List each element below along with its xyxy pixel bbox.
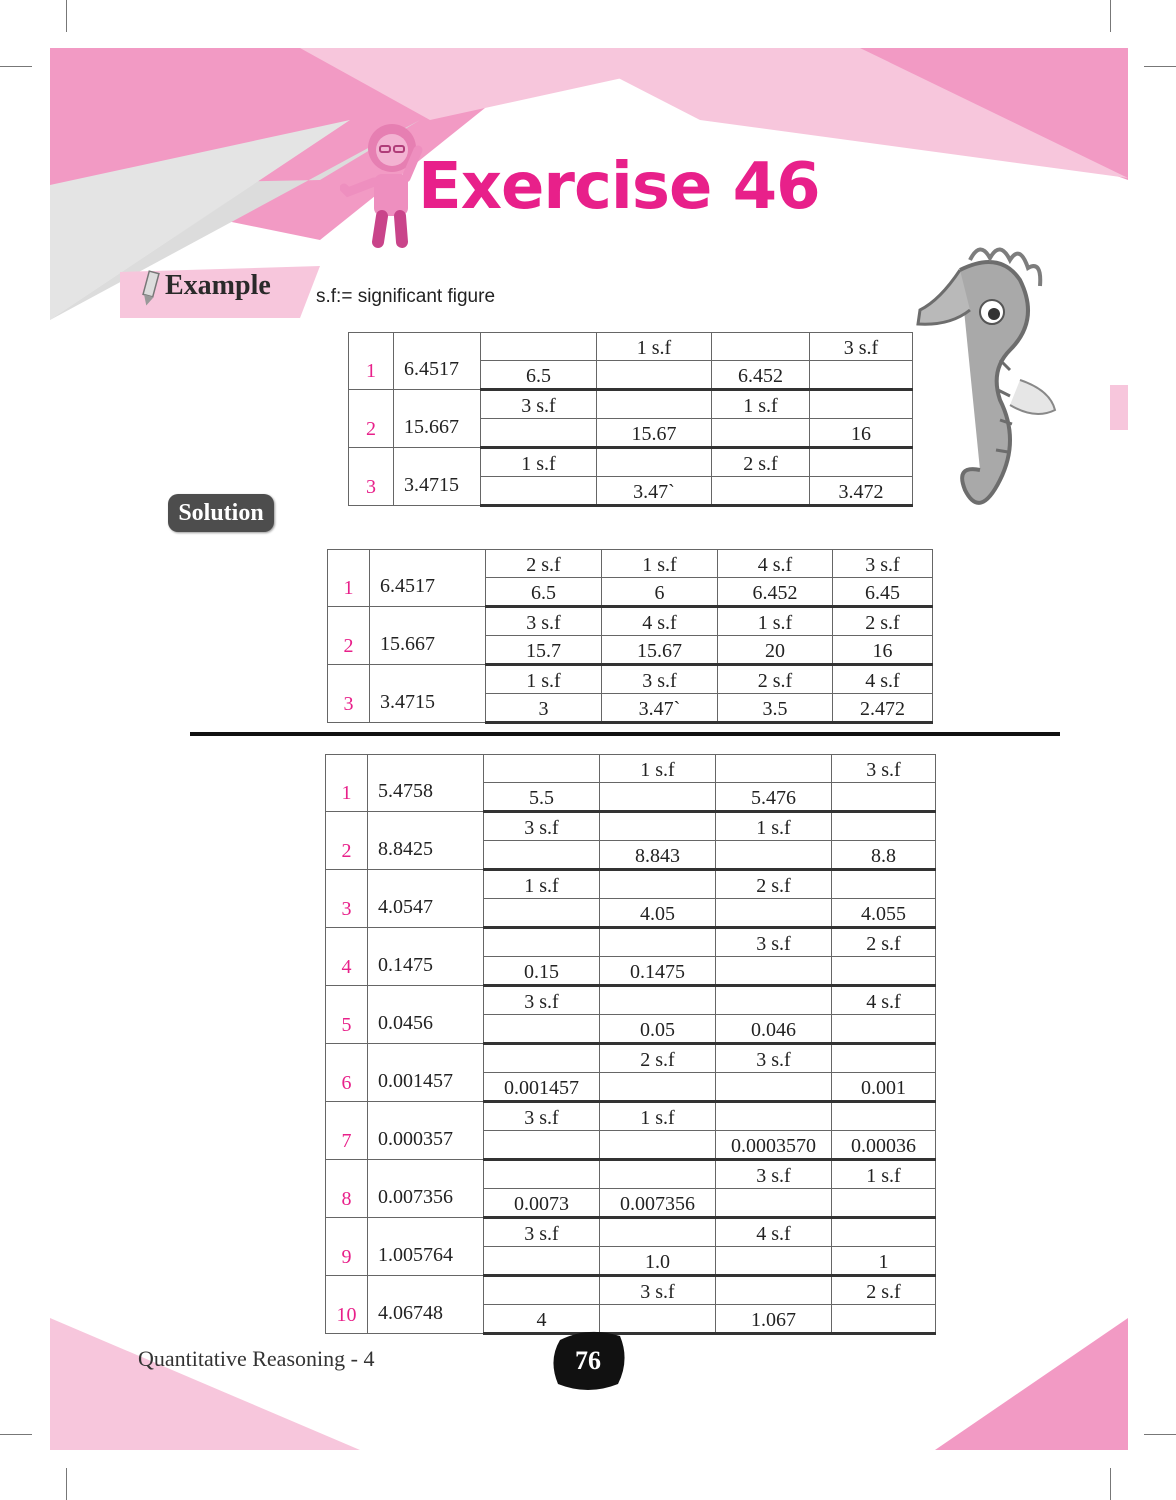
rounded-value-cell: 3.472 — [810, 477, 913, 506]
rounded-value-cell: 3.5 — [718, 694, 833, 723]
given-number: 15.667 — [394, 390, 481, 448]
rounded-value-cell: 4.055 — [832, 899, 936, 928]
row-index: 3 — [328, 665, 370, 723]
row-index: 2 — [328, 607, 370, 665]
rounded-value-cell: 2.472 — [833, 694, 933, 723]
rounded-value-cell: 0.00036 — [832, 1131, 936, 1160]
rounded-value-cell: 6 — [602, 578, 718, 607]
section-divider — [190, 732, 1060, 736]
rounded-value-cell — [481, 477, 597, 506]
sf-label-cell: 1 s.f — [600, 1102, 716, 1131]
rounded-value-cell: 4.05 — [600, 899, 716, 928]
table-row — [328, 607, 933, 636]
row-index: 1 — [326, 755, 368, 812]
crop-mark — [1144, 1434, 1176, 1435]
rounded-value-cell: 6.5 — [486, 578, 602, 607]
sf-label-cell: 2 s.f — [712, 448, 810, 477]
sf-label-cell: 2 s.f — [486, 550, 602, 578]
rounded-value-cell: 5.5 — [484, 783, 600, 812]
crop-mark — [1144, 66, 1176, 67]
rounded-value-cell: 0.0073 — [484, 1189, 600, 1218]
sf-label-cell — [484, 1160, 600, 1189]
rounded-value-cell: 3.47` — [602, 694, 718, 723]
sf-label-cell — [597, 390, 712, 419]
rounded-value-cell: 0.001457 — [484, 1073, 600, 1102]
rounded-value-cell: 0.007356 — [600, 1189, 716, 1218]
given-number: 3.4715 — [370, 665, 486, 723]
sf-label-cell: 1 s.f — [600, 755, 716, 783]
rounded-value-cell: 8.843 — [600, 841, 716, 870]
sf-label-cell: 4 s.f — [716, 1218, 832, 1247]
sf-label-cell: 1 s.f — [602, 550, 718, 578]
sf-label-cell: 2 s.f — [600, 1044, 716, 1073]
sf-label-cell: 3 s.f — [602, 665, 718, 694]
significant-figure-definition: s.f:= significant figure — [316, 286, 496, 307]
page-number-text: 76 — [575, 1346, 601, 1375]
rounded-value-cell: 8.8 — [832, 841, 936, 870]
sf-label-cell — [600, 1160, 716, 1189]
rounded-value-cell: 1.067 — [716, 1305, 832, 1334]
sf-label-cell — [716, 755, 832, 783]
book-title: Quantitative Reasoning - 4 — [138, 1346, 375, 1371]
pencil-icon — [140, 268, 162, 308]
sf-label-cell: 4 s.f — [833, 665, 933, 694]
table-row — [326, 812, 936, 841]
rounded-value-cell — [712, 419, 810, 448]
sf-label-cell: 3 s.f — [484, 1102, 600, 1131]
sf-label-cell: 3 s.f — [833, 550, 933, 578]
sf-label-cell: 1 s.f — [832, 1160, 936, 1189]
sf-label-cell — [716, 1276, 832, 1305]
row-index: 6 — [326, 1044, 368, 1102]
rounded-value-cell — [716, 841, 832, 870]
given-number: 5.4758 — [368, 755, 484, 812]
example-heading: Example — [165, 270, 271, 301]
row-index: 10 — [326, 1276, 368, 1334]
sf-label-cell — [832, 870, 936, 899]
sf-label-cell — [810, 390, 913, 419]
sf-label-cell — [716, 986, 832, 1015]
rounded-value-cell: 16 — [833, 636, 933, 665]
sf-label-cell: 3 s.f — [486, 607, 602, 636]
solution-table — [327, 549, 933, 724]
sf-label-cell — [600, 986, 716, 1015]
rounded-value-cell: 15.7 — [486, 636, 602, 665]
page-number — [548, 1330, 628, 1392]
sf-label-cell — [832, 812, 936, 841]
table-row — [326, 1102, 936, 1131]
table-row — [326, 1276, 936, 1305]
table-row — [326, 1218, 936, 1247]
table-row — [349, 333, 913, 361]
sf-label-cell — [832, 1218, 936, 1247]
given-number: 4.06748 — [368, 1276, 484, 1334]
sf-label-cell: 3 s.f — [481, 390, 597, 419]
rounded-value-cell: 0.001 — [832, 1073, 936, 1102]
rounded-value-cell — [484, 1131, 600, 1160]
table-row — [326, 1160, 936, 1189]
given-number: 4.0547 — [368, 870, 484, 928]
sf-label-cell: 3 s.f — [600, 1276, 716, 1305]
rounded-value-cell — [484, 841, 600, 870]
given-number: 0.001457 — [368, 1044, 484, 1102]
sf-label-cell — [600, 1218, 716, 1247]
sf-label-cell: 4 s.f — [602, 607, 718, 636]
rounded-value-cell: 4 — [484, 1305, 600, 1334]
crop-mark — [66, 1468, 67, 1500]
given-number: 3.4715 — [394, 448, 481, 506]
rounded-value-cell — [484, 1015, 600, 1044]
sf-label-cell: 2 s.f — [718, 665, 833, 694]
sf-label-cell: 3 s.f — [484, 812, 600, 841]
rounded-value-cell: 5.476 — [716, 783, 832, 812]
rounded-value-cell — [481, 419, 597, 448]
sf-label-cell: 1 s.f — [481, 448, 597, 477]
sf-label-cell — [832, 1102, 936, 1131]
rounded-value-cell — [832, 957, 936, 986]
rounded-value-cell — [600, 1131, 716, 1160]
sf-label-cell — [600, 812, 716, 841]
rounded-value-cell: 1.0 — [600, 1247, 716, 1276]
row-index: 2 — [349, 390, 394, 448]
sf-label-cell — [481, 333, 597, 361]
rounded-value-cell — [832, 783, 936, 812]
rounded-value-cell — [832, 1305, 936, 1334]
rounded-value-cell — [716, 957, 832, 986]
sf-label-cell: 4 s.f — [718, 550, 833, 578]
sf-label-cell — [600, 928, 716, 957]
seahorse-illustration — [910, 240, 1060, 540]
given-number: 0.007356 — [368, 1160, 484, 1218]
crop-mark — [1110, 1468, 1111, 1500]
rounded-value-cell — [832, 1015, 936, 1044]
sf-label-cell — [597, 448, 712, 477]
rounded-value-cell — [712, 477, 810, 506]
sf-label-cell — [712, 333, 810, 361]
rounded-value-cell — [484, 1247, 600, 1276]
rounded-value-cell: 0.05 — [600, 1015, 716, 1044]
sf-label-cell: 1 s.f — [484, 870, 600, 899]
exercise-table — [325, 754, 936, 1335]
sf-label-cell — [810, 448, 913, 477]
given-number: 0.1475 — [368, 928, 484, 986]
sf-label-cell: 4 s.f — [832, 986, 936, 1015]
row-index: 7 — [326, 1102, 368, 1160]
given-number: 8.8425 — [368, 812, 484, 870]
sf-label-cell — [832, 1044, 936, 1073]
sf-label-cell: 1 s.f — [718, 607, 833, 636]
sf-label-cell — [484, 928, 600, 957]
rounded-value-cell — [716, 1247, 832, 1276]
rounded-value-cell — [810, 361, 913, 390]
rounded-value-cell — [716, 899, 832, 928]
example-table — [348, 332, 913, 507]
sf-label-cell — [484, 1044, 600, 1073]
sf-label-cell: 2 s.f — [716, 870, 832, 899]
row-index: 1 — [349, 333, 394, 390]
given-number: 1.005764 — [368, 1218, 484, 1276]
table-row — [349, 448, 913, 477]
girl-mascot-illustration — [340, 120, 430, 250]
sf-label-cell: 3 s.f — [810, 333, 913, 361]
given-number: 6.4517 — [370, 550, 486, 607]
row-index: 5 — [326, 986, 368, 1044]
rounded-value-cell: 6.452 — [712, 361, 810, 390]
sf-label-cell: 2 s.f — [832, 1276, 936, 1305]
rounded-value-cell: 16 — [810, 419, 913, 448]
table-row — [328, 665, 933, 694]
rounded-value-cell: 3.47` — [597, 477, 712, 506]
rounded-value-cell: 0.1475 — [600, 957, 716, 986]
sf-label-cell: 1 s.f — [716, 812, 832, 841]
crop-mark — [1110, 0, 1111, 32]
sf-label-cell — [484, 755, 600, 783]
page-title: Exercise 46 — [418, 150, 820, 224]
rounded-value-cell — [600, 1073, 716, 1102]
rounded-value-cell: 15.67 — [602, 636, 718, 665]
row-index: 9 — [326, 1218, 368, 1276]
row-index: 1 — [328, 550, 370, 607]
sf-label-cell: 3 s.f — [484, 986, 600, 1015]
sf-label-cell: 1 s.f — [486, 665, 602, 694]
table-row — [326, 986, 936, 1015]
sf-label-cell: 1 s.f — [712, 390, 810, 419]
given-number: 6.4517 — [394, 333, 481, 390]
table-row — [349, 390, 913, 419]
rounded-value-cell: 0.046 — [716, 1015, 832, 1044]
rounded-value-cell: 15.67 — [597, 419, 712, 448]
crop-mark — [0, 66, 32, 67]
rounded-value-cell: 0.0003570 — [716, 1131, 832, 1160]
table-row — [326, 928, 936, 957]
table-row — [326, 755, 936, 783]
rounded-value-cell — [484, 899, 600, 928]
rounded-value-cell: 20 — [718, 636, 833, 665]
rounded-value-cell — [716, 1189, 832, 1218]
sf-label-cell: 3 s.f — [716, 1044, 832, 1073]
given-number: 15.667 — [370, 607, 486, 665]
given-number: 0.0456 — [368, 986, 484, 1044]
rounded-value-cell: 6.45 — [833, 578, 933, 607]
row-index: 8 — [326, 1160, 368, 1218]
solution-heading: Solution — [168, 494, 274, 532]
sf-label-cell — [716, 1102, 832, 1131]
row-index: 3 — [326, 870, 368, 928]
table-row — [326, 1044, 936, 1073]
rounded-value-cell — [832, 1189, 936, 1218]
sf-label-cell: 1 s.f — [597, 333, 712, 361]
crop-mark — [66, 0, 67, 32]
sf-label-cell — [600, 870, 716, 899]
rounded-value-cell — [597, 361, 712, 390]
given-number: 0.000357 — [368, 1102, 484, 1160]
rounded-value-cell — [716, 1073, 832, 1102]
rounded-value-cell: 0.15 — [484, 957, 600, 986]
row-index: 3 — [349, 448, 394, 506]
sf-label-cell: 2 s.f — [833, 607, 933, 636]
rounded-value-cell — [600, 783, 716, 812]
sf-label-cell: 3 s.f — [716, 1160, 832, 1189]
table-row — [328, 550, 933, 578]
row-index: 2 — [326, 812, 368, 870]
crop-mark — [0, 1434, 32, 1435]
rounded-value-cell: 6.5 — [481, 361, 597, 390]
sf-label-cell: 2 s.f — [832, 928, 936, 957]
table-row — [326, 870, 936, 899]
sf-label-cell: 3 s.f — [484, 1218, 600, 1247]
rounded-value-cell: 1 — [832, 1247, 936, 1276]
rounded-value-cell: 6.452 — [718, 578, 833, 607]
sf-label-cell: 3 s.f — [832, 755, 936, 783]
row-index: 4 — [326, 928, 368, 986]
sf-label-cell: 3 s.f — [716, 928, 832, 957]
sf-label-cell — [484, 1276, 600, 1305]
rounded-value-cell: 3 — [486, 694, 602, 723]
